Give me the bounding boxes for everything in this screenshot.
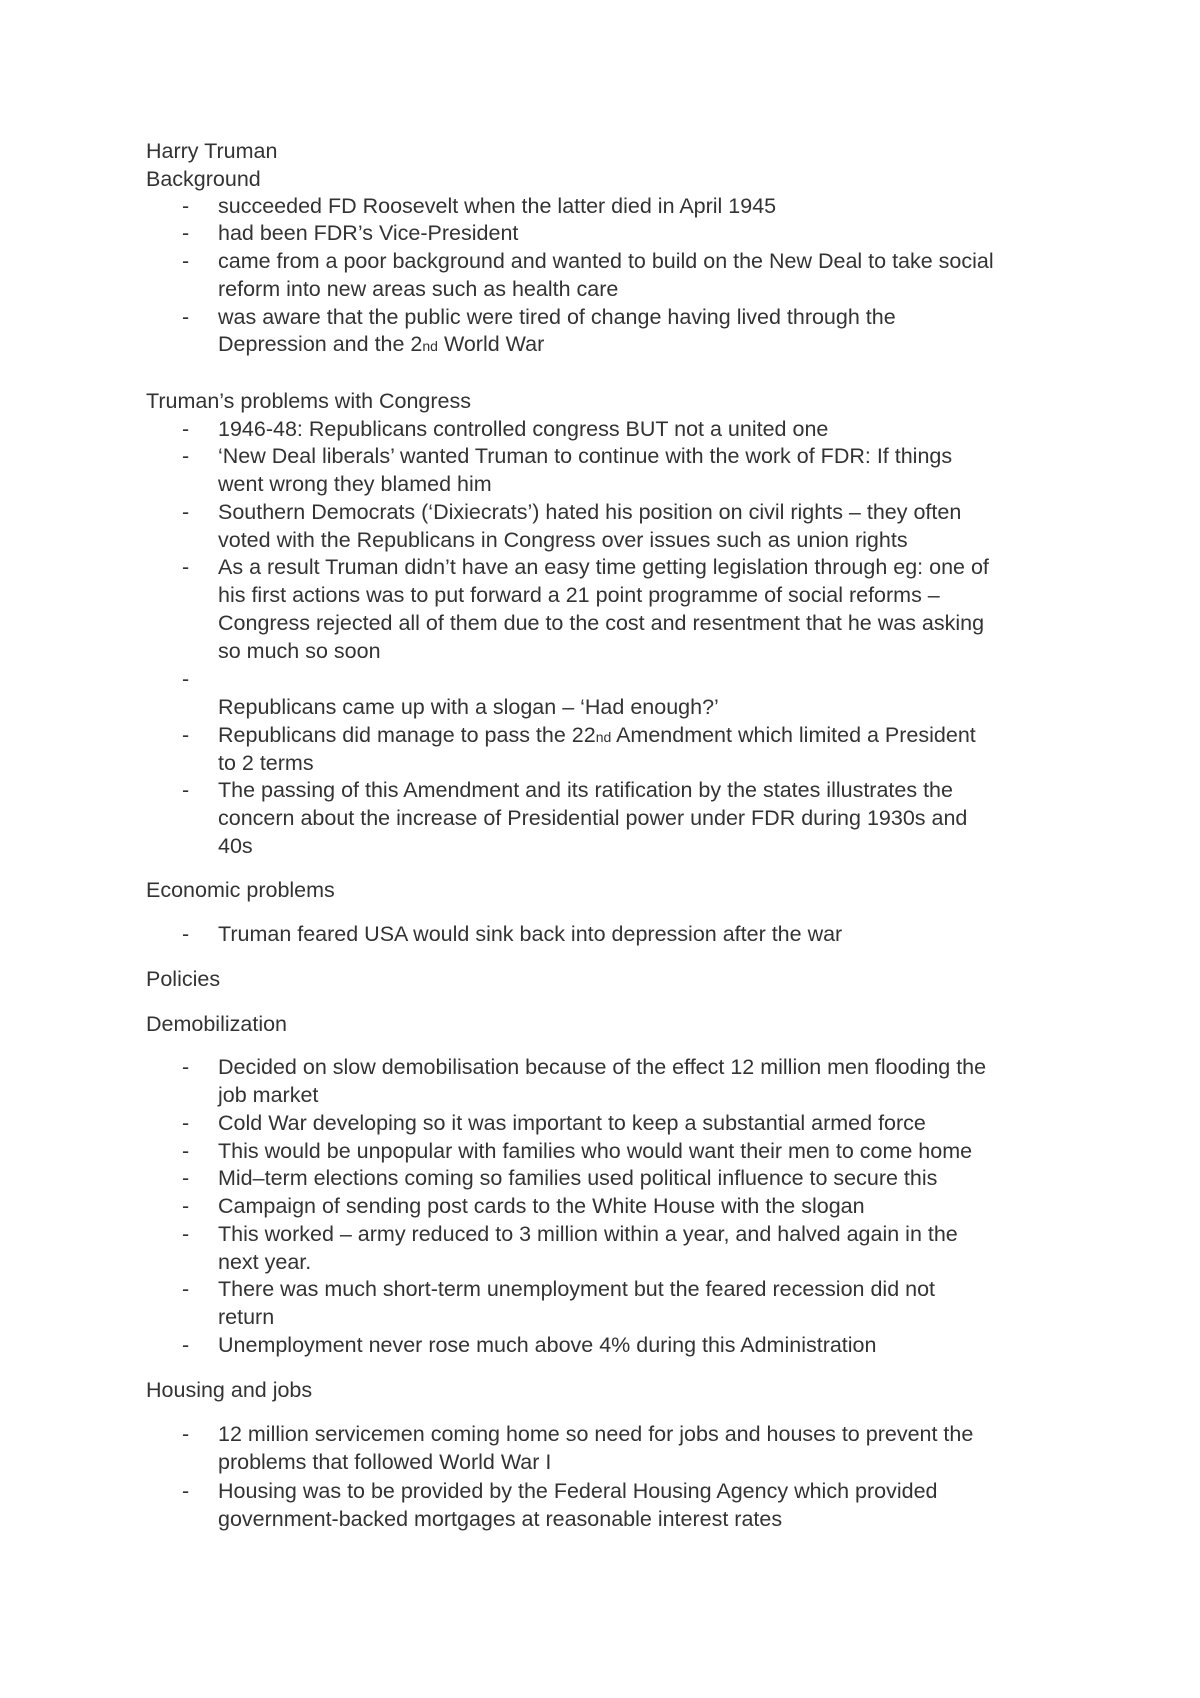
congress-item-line: to 2 terms: [218, 751, 314, 775]
section-heading-housing: Housing and jobs: [146, 1378, 313, 1402]
bullet-dash: -: [182, 417, 190, 441]
demob-item-line: Campaign of sending post cards to the White House with the slogan: [218, 1194, 865, 1218]
demob-item-line: There was much short-term unemployment but the feared recession did not: [218, 1277, 936, 1301]
congress-item-line: Congress rejected all of them due to the cost and resentment that he was asking: [218, 611, 985, 635]
demob-item-line: return: [218, 1305, 275, 1329]
bullet-dash: -: [182, 1277, 190, 1301]
background-item-line: had been FDR’s Vice-President: [218, 221, 519, 245]
congress-item-line: The passing of this Amendment and its ratification by the states illustrates the: [218, 778, 953, 802]
section-heading-background: Background: [146, 167, 261, 191]
congress-item-line: 1946-48: Republicans controlled congress BUT not a united one: [218, 417, 829, 441]
bullet-dash: -: [182, 1479, 190, 1503]
bullet-dash: -: [182, 249, 190, 273]
housing-item-line: Housing was to be provided by the Federal Housing Agency which provided: [218, 1479, 938, 1503]
demob-item-line: Decided on slow demobilisation because of the effect 12 million men flooding the: [218, 1055, 987, 1079]
demob-item-line: Cold War developing so it was important to keep a substantial armed force: [218, 1111, 926, 1135]
demob-item-line: Mid–term elections coming so families used political influence to secure this: [218, 1166, 938, 1190]
bullet-dash: -: [182, 778, 190, 802]
bullet-dash: -: [182, 221, 190, 245]
background-item-line: was aware that the public were tired of change having lived through the: [218, 305, 896, 329]
economic-item-line: Truman feared USA would sink back into depression after the war: [218, 922, 843, 946]
background-item-line: succeeded FD Roosevelt when the latter died in April 1945: [218, 194, 777, 218]
congress-item-line: concern about the increase of Presidential power under FDR during 1930s and: [218, 806, 968, 830]
bullet-dash: -: [182, 1333, 190, 1357]
bullet-dash: -: [182, 444, 190, 468]
congress-item-line: so much so soon: [218, 639, 381, 663]
congress-item-line: Southern Democrats (‘Dixiecrats’) hated his position on civil rights – they often: [218, 500, 962, 524]
demob-item-line: This would be unpopular with families who would want their men to come home: [218, 1139, 973, 1163]
ordinal-suffix: nd: [595, 729, 612, 745]
bullet-dash: -: [182, 667, 190, 691]
bullet-dash: -: [182, 555, 190, 579]
section-heading-policies: Policies: [146, 967, 221, 991]
congress-item-line: As a result Truman didn’t have an easy time getting legislation through eg: one of: [218, 555, 989, 579]
bullet-dash: -: [182, 1222, 190, 1246]
housing-item-line: problems that followed World War I: [218, 1450, 552, 1474]
demob-item-line: job market: [218, 1083, 319, 1107]
bullet-dash: -: [182, 194, 190, 218]
page-title: Harry Truman: [146, 139, 278, 163]
housing-item-line: 12 million servicemen coming home so need for jobs and houses to prevent the: [218, 1422, 974, 1446]
congress-item-line: his first actions was to put forward a 21 point programme of social reforms –: [218, 583, 940, 607]
bullet-dash: -: [182, 500, 190, 524]
bullet-dash: -: [182, 1111, 190, 1135]
text-fragment: Amendment which limited a President: [611, 723, 976, 747]
section-heading-congress: Truman’s problems with Congress: [146, 389, 472, 413]
bullet-dash: -: [182, 1422, 190, 1446]
demob-item-line: This worked – army reduced to 3 million within a year, and halved again in the: [218, 1222, 958, 1246]
background-item-line: reform into new areas such as health care: [218, 277, 619, 301]
text-fragment: World War: [437, 332, 545, 356]
background-item-line: came from a poor background and wanted to build on the New Deal to take social: [218, 249, 994, 273]
bullet-dash: -: [182, 1055, 190, 1079]
demob-item-line: next year.: [218, 1250, 312, 1274]
congress-item-line: 40s: [218, 834, 253, 858]
congress-item-line: ‘New Deal liberals’ wanted Truman to continue with the work of FDR: If things: [218, 444, 953, 468]
bullet-dash: -: [182, 723, 190, 747]
bullet-dash: -: [182, 922, 190, 946]
ordinal-suffix: nd: [422, 338, 438, 354]
congress-item-line: Republicans came up with a slogan – ‘Had enough?’: [218, 695, 719, 719]
bullet-dash: -: [182, 1166, 190, 1190]
demob-item-line: Unemployment never rose much above 4% during this Administration: [218, 1333, 877, 1357]
housing-item-line: government-backed mortgages at reasonable interest rates: [218, 1507, 783, 1531]
bullet-dash: -: [182, 1194, 190, 1218]
congress-item-line: voted with the Republicans in Congress over issues such as union rights: [218, 528, 908, 552]
congress-item-line: Republicans did manage to pass the 22nd Amendment which limited a President: [218, 723, 976, 747]
background-item-line: Depression and the 2nd World War: [218, 332, 545, 356]
congress-item-line: went wrong they blamed him: [218, 472, 492, 496]
section-heading-demobilization: Demobilization: [146, 1012, 288, 1036]
bullet-dash: -: [182, 1139, 190, 1163]
section-heading-economic: Economic problems: [146, 878, 335, 902]
bullet-dash: -: [182, 305, 190, 329]
